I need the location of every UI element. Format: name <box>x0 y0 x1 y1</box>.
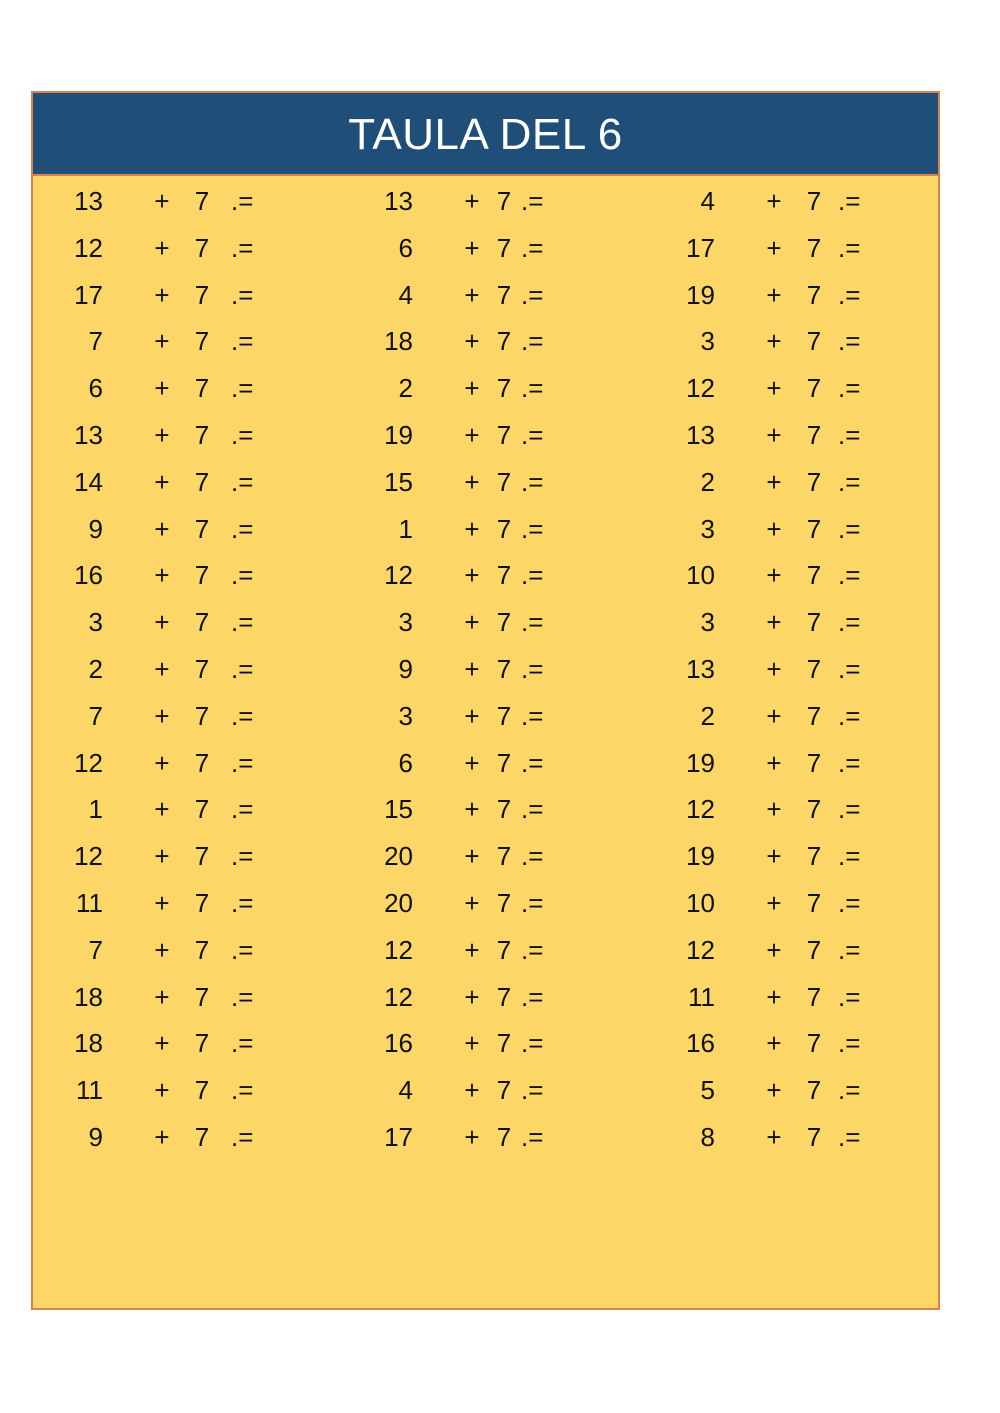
plus-sign: + <box>154 607 170 638</box>
equals-blank: .= <box>521 1075 544 1106</box>
plus-sign: + <box>154 373 170 404</box>
second-addend: 7 <box>496 513 512 544</box>
plus-sign: + <box>464 466 480 497</box>
second-addend: 7 <box>496 326 512 357</box>
second-addend: 7 <box>194 607 210 638</box>
plus-sign: + <box>464 232 480 263</box>
equals-blank: .= <box>231 466 254 497</box>
plus-sign: + <box>464 326 480 357</box>
first-addend: 7 <box>88 700 103 731</box>
first-addend: 4 <box>700 186 715 216</box>
equals-blank: .= <box>231 373 254 404</box>
equals-blank: .= <box>838 607 861 638</box>
plus-sign: + <box>464 279 480 310</box>
equals-blank: .= <box>521 1122 544 1152</box>
equals-blank: .= <box>231 747 254 778</box>
second-addend: 7 <box>806 607 822 638</box>
equals-blank: .= <box>231 1028 254 1059</box>
first-addend: 13 <box>74 420 103 450</box>
plus-sign: + <box>154 466 170 497</box>
second-addend: 7 <box>806 1122 822 1152</box>
equals-blank: .= <box>521 513 544 544</box>
plus-sign: + <box>154 232 170 263</box>
plus-sign: + <box>464 700 480 731</box>
first-addend: 18 <box>74 981 103 1012</box>
equals-blank: .= <box>521 279 544 310</box>
equals-blank: .= <box>838 747 861 778</box>
second-addend: 7 <box>806 654 822 684</box>
plus-sign: + <box>766 1028 782 1059</box>
title-bar <box>33 93 938 176</box>
equals-blank: .= <box>838 1075 861 1106</box>
first-addend: 3 <box>398 607 413 638</box>
second-addend: 7 <box>194 466 210 497</box>
second-addend: 7 <box>806 513 822 544</box>
plus-sign: + <box>464 654 480 684</box>
first-addend: 12 <box>74 841 103 872</box>
second-addend: 7 <box>806 1075 822 1106</box>
plus-sign: + <box>766 466 782 497</box>
plus-sign: + <box>766 326 782 357</box>
equals-blank: .= <box>521 981 544 1012</box>
first-addend: 7 <box>88 326 103 357</box>
worksheet <box>31 91 940 1310</box>
first-addend: 17 <box>74 279 103 310</box>
second-addend: 7 <box>806 420 822 450</box>
equals-blank: .= <box>521 654 544 684</box>
equals-blank: .= <box>521 700 544 731</box>
second-addend: 7 <box>194 513 210 544</box>
first-addend: 5 <box>700 1075 715 1106</box>
first-addend: 3 <box>700 513 715 544</box>
first-addend: 9 <box>88 513 103 544</box>
second-addend: 7 <box>806 794 822 825</box>
equals-blank: .= <box>521 934 544 965</box>
first-addend: 18 <box>74 1028 103 1059</box>
first-addend: 11 <box>76 888 103 918</box>
first-addend: 19 <box>686 747 715 778</box>
first-addend: 20 <box>384 841 413 872</box>
equals-blank: .= <box>838 654 861 684</box>
equals-blank: .= <box>838 326 861 357</box>
first-addend: 13 <box>686 654 715 684</box>
second-addend: 7 <box>806 700 822 731</box>
first-addend: 19 <box>686 279 715 310</box>
first-addend: 10 <box>686 560 715 591</box>
equals-blank: .= <box>838 934 861 965</box>
equals-blank: .= <box>838 1028 861 1059</box>
first-addend: 4 <box>398 1075 413 1106</box>
plus-sign: + <box>154 513 170 544</box>
second-addend: 7 <box>496 654 512 684</box>
second-addend: 7 <box>194 934 210 965</box>
first-addend: 16 <box>384 1028 413 1059</box>
first-addend: 3 <box>88 607 103 638</box>
first-addend: 6 <box>88 373 103 404</box>
equals-blank: .= <box>231 1075 254 1106</box>
second-addend: 7 <box>194 700 210 731</box>
equals-blank: .= <box>231 279 254 310</box>
equals-blank: .= <box>231 981 254 1012</box>
equals-blank: .= <box>231 1122 254 1152</box>
plus-sign: + <box>766 747 782 778</box>
second-addend: 7 <box>806 466 822 497</box>
second-addend: 7 <box>496 794 512 825</box>
plus-sign: + <box>154 1075 170 1106</box>
plus-sign: + <box>464 794 480 825</box>
plus-sign: + <box>464 747 480 778</box>
second-addend: 7 <box>496 232 512 263</box>
second-addend: 7 <box>496 1028 512 1059</box>
equals-blank: .= <box>838 186 861 216</box>
plus-sign: + <box>464 888 480 918</box>
plus-sign: + <box>154 934 170 965</box>
plus-sign: + <box>464 373 480 404</box>
first-addend: 2 <box>700 466 715 497</box>
equals-blank: .= <box>231 420 254 450</box>
second-addend: 7 <box>806 1028 822 1059</box>
second-addend: 7 <box>194 747 210 778</box>
plus-sign: + <box>766 794 782 825</box>
equals-blank: .= <box>838 841 861 872</box>
equals-blank: .= <box>231 654 254 684</box>
first-addend: 20 <box>384 888 413 918</box>
equals-blank: .= <box>521 560 544 591</box>
equals-blank: .= <box>231 888 254 918</box>
plus-sign: + <box>154 747 170 778</box>
plus-sign: + <box>766 373 782 404</box>
equals-blank: .= <box>521 794 544 825</box>
first-addend: 13 <box>384 186 413 216</box>
plus-sign: + <box>154 981 170 1012</box>
equals-blank: .= <box>838 420 861 450</box>
first-addend: 12 <box>384 934 413 965</box>
equals-blank: .= <box>838 466 861 497</box>
equals-blank: .= <box>838 794 861 825</box>
second-addend: 7 <box>496 279 512 310</box>
plus-sign: + <box>464 1122 480 1152</box>
first-addend: 6 <box>398 232 413 263</box>
plus-sign: + <box>464 420 480 450</box>
first-addend: 8 <box>700 1122 715 1152</box>
equals-blank: .= <box>521 186 544 216</box>
plus-sign: + <box>154 1028 170 1059</box>
second-addend: 7 <box>496 981 512 1012</box>
first-addend: 10 <box>686 888 715 918</box>
equals-blank: .= <box>231 607 254 638</box>
equals-blank: .= <box>521 607 544 638</box>
second-addend: 7 <box>496 700 512 731</box>
plus-sign: + <box>154 794 170 825</box>
second-addend: 7 <box>194 654 210 684</box>
second-addend: 7 <box>194 841 210 872</box>
second-addend: 7 <box>806 326 822 357</box>
second-addend: 7 <box>194 1122 210 1152</box>
plus-sign: + <box>766 279 782 310</box>
first-addend: 12 <box>384 981 413 1012</box>
plus-sign: + <box>766 888 782 918</box>
first-addend: 17 <box>384 1122 413 1152</box>
plus-sign: + <box>766 420 782 450</box>
equals-blank: .= <box>231 232 254 263</box>
plus-sign: + <box>464 186 480 216</box>
plus-sign: + <box>766 654 782 684</box>
second-addend: 7 <box>496 747 512 778</box>
equals-blank: .= <box>838 888 861 918</box>
plus-sign: + <box>766 981 782 1012</box>
second-addend: 7 <box>194 888 210 918</box>
second-addend: 7 <box>806 560 822 591</box>
second-addend: 7 <box>496 888 512 918</box>
first-addend: 9 <box>88 1122 103 1152</box>
plus-sign: + <box>154 888 170 918</box>
plus-sign: + <box>464 607 480 638</box>
equals-blank: .= <box>521 373 544 404</box>
second-addend: 7 <box>496 420 512 450</box>
first-addend: 11 <box>688 981 715 1012</box>
first-addend: 19 <box>686 841 715 872</box>
equals-blank: .= <box>521 466 544 497</box>
equals-blank: .= <box>838 981 861 1012</box>
second-addend: 7 <box>806 186 822 216</box>
first-addend: 12 <box>686 934 715 965</box>
first-addend: 18 <box>384 326 413 357</box>
equals-blank: .= <box>838 279 861 310</box>
equals-blank: .= <box>521 747 544 778</box>
first-addend: 1 <box>398 513 413 544</box>
equals-blank: .= <box>838 232 861 263</box>
first-addend: 3 <box>700 326 715 357</box>
first-addend: 2 <box>398 373 413 404</box>
second-addend: 7 <box>194 1075 210 1106</box>
second-addend: 7 <box>194 232 210 263</box>
plus-sign: + <box>766 186 782 216</box>
second-addend: 7 <box>496 186 512 216</box>
second-addend: 7 <box>806 279 822 310</box>
second-addend: 7 <box>806 747 822 778</box>
plus-sign: + <box>766 1122 782 1152</box>
first-addend: 14 <box>74 466 103 497</box>
first-addend: 12 <box>686 373 715 404</box>
second-addend: 7 <box>496 560 512 591</box>
plus-sign: + <box>464 841 480 872</box>
second-addend: 7 <box>806 981 822 1012</box>
plus-sign: + <box>766 1075 782 1106</box>
first-addend: 15 <box>384 466 413 497</box>
second-addend: 7 <box>806 232 822 263</box>
second-addend: 7 <box>496 1122 512 1152</box>
first-addend: 3 <box>700 607 715 638</box>
second-addend: 7 <box>194 279 210 310</box>
first-addend: 2 <box>700 700 715 731</box>
first-addend: 12 <box>686 794 715 825</box>
plus-sign: + <box>154 654 170 684</box>
equals-blank: .= <box>231 186 254 216</box>
plus-sign: + <box>154 279 170 310</box>
second-addend: 7 <box>194 326 210 357</box>
first-addend: 12 <box>384 560 413 591</box>
plus-sign: + <box>154 326 170 357</box>
first-addend: 3 <box>398 700 413 731</box>
plus-sign: + <box>464 560 480 591</box>
equals-blank: .= <box>231 560 254 591</box>
second-addend: 7 <box>496 1075 512 1106</box>
first-addend: 7 <box>88 934 103 965</box>
plus-sign: + <box>464 981 480 1012</box>
plus-sign: + <box>154 420 170 450</box>
plus-sign: + <box>154 186 170 216</box>
first-addend: 17 <box>686 232 715 263</box>
plus-sign: + <box>154 700 170 731</box>
second-addend: 7 <box>194 373 210 404</box>
equals-blank: .= <box>231 794 254 825</box>
second-addend: 7 <box>194 420 210 450</box>
first-addend: 11 <box>76 1075 103 1106</box>
second-addend: 7 <box>806 373 822 404</box>
equals-blank: .= <box>231 934 254 965</box>
plus-sign: + <box>766 513 782 544</box>
second-addend: 7 <box>194 981 210 1012</box>
first-addend: 9 <box>398 654 413 684</box>
equals-blank: .= <box>521 420 544 450</box>
first-addend: 19 <box>384 420 413 450</box>
equals-blank: .= <box>231 700 254 731</box>
first-addend: 4 <box>398 279 413 310</box>
first-addend: 15 <box>384 794 413 825</box>
plus-sign: + <box>766 700 782 731</box>
equals-blank: .= <box>838 513 861 544</box>
second-addend: 7 <box>496 934 512 965</box>
first-addend: 16 <box>74 560 103 591</box>
plus-sign: + <box>766 560 782 591</box>
equals-blank: .= <box>838 560 861 591</box>
plus-sign: + <box>154 560 170 591</box>
plus-sign: + <box>464 1028 480 1059</box>
plus-sign: + <box>154 1122 170 1152</box>
page-title: TAULA DEL 6 <box>348 109 623 159</box>
plus-sign: + <box>766 841 782 872</box>
first-addend: 13 <box>74 186 103 216</box>
second-addend: 7 <box>194 560 210 591</box>
second-addend: 7 <box>194 1028 210 1059</box>
second-addend: 7 <box>806 934 822 965</box>
second-addend: 7 <box>496 466 512 497</box>
plus-sign: + <box>766 934 782 965</box>
equals-blank: .= <box>838 373 861 404</box>
plus-sign: + <box>464 1075 480 1106</box>
first-addend: 12 <box>74 747 103 778</box>
first-addend: 2 <box>88 654 103 684</box>
equals-blank: .= <box>521 888 544 918</box>
equals-blank: .= <box>521 841 544 872</box>
equals-blank: .= <box>521 1028 544 1059</box>
second-addend: 7 <box>806 841 822 872</box>
equals-blank: .= <box>521 326 544 357</box>
equals-blank: .= <box>231 513 254 544</box>
plus-sign: + <box>464 934 480 965</box>
first-addend: 6 <box>398 747 413 778</box>
plus-sign: + <box>766 232 782 263</box>
second-addend: 7 <box>194 186 210 216</box>
second-addend: 7 <box>496 841 512 872</box>
first-addend: 16 <box>686 1028 715 1059</box>
first-addend: 13 <box>686 420 715 450</box>
second-addend: 7 <box>496 607 512 638</box>
equals-blank: .= <box>231 841 254 872</box>
equals-blank: .= <box>521 232 544 263</box>
second-addend: 7 <box>194 794 210 825</box>
plus-sign: + <box>464 513 480 544</box>
plus-sign: + <box>154 841 170 872</box>
plus-sign: + <box>766 607 782 638</box>
equals-blank: .= <box>838 1122 861 1152</box>
second-addend: 7 <box>496 373 512 404</box>
second-addend: 7 <box>806 888 822 918</box>
first-addend: 12 <box>74 232 103 263</box>
equals-blank: .= <box>838 700 861 731</box>
first-addend: 1 <box>88 794 103 825</box>
equals-blank: .= <box>231 326 254 357</box>
